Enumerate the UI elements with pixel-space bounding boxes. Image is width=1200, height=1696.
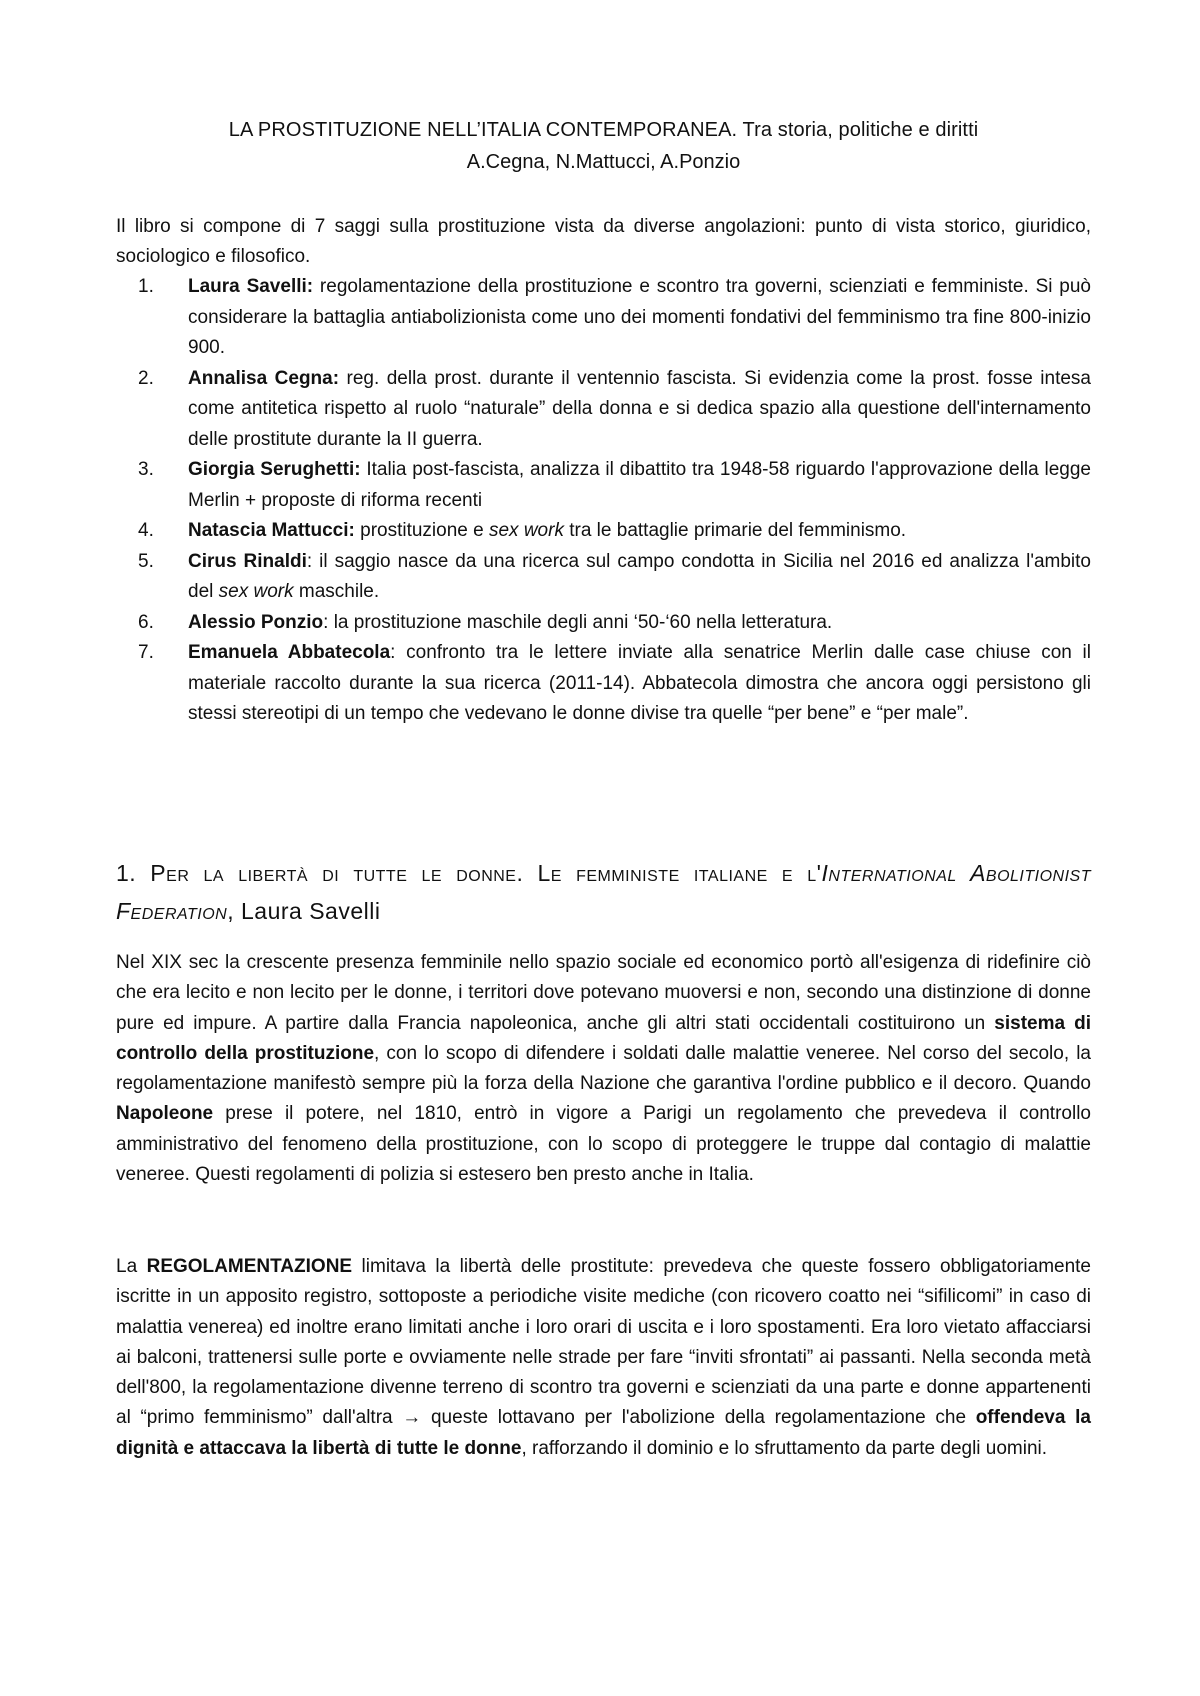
essay-author: Emanuela Abbatecola [188,642,391,663]
essay-description: : il saggio nasce da una ricerca sul campo condotta in Sicilia nel 2016 ed analizza l'ambito del [188,550,1091,602]
essay-description: Italia post-fascista, analizza il dibattito tra 1948-58 riguardo l'approvazione della legge Merlin + proposte di riforma recenti [188,459,1091,511]
list-number: 5. [138,550,154,572]
list-number: 6. [138,611,154,633]
intro-paragraph: Il libro si compone di 7 saggi sulla prostituzione vista da diverse angolazioni: punto di vista storico, giuridico, sociologico e filosofico. [116,216,1091,267]
paragraph-text: queste lottavano per l'abolizione della regolamentazione che [421,1407,976,1429]
list-item [116,638,1091,730]
paragraph-text: Nel XIX sec la crescente presenza femminile nello spazio sociale ed economico portò all'esigenza di ridefinire ciò che era lecito e non lecito per le donne, i territori dove potevano muoversi e non, secondo una distinzione di donne pure ed impure. A partire dalla Francia napoleonica, anche gli altri stati occidentali costituirono un [116,952,1091,1034]
paragraph-text: La [116,1256,147,1277]
list-item [116,272,1091,364]
document-title [116,114,1091,178]
paragraph-bold-text: sistema di controllo della prostituzione [116,1012,1091,1064]
paragraph-bold-text: offendeva la dignità e attaccava la libertà di tutte le donne [116,1407,1091,1459]
essay-description: reg. della prost. durante il ventennio fascista. Si evidenzia come la prost. fosse intesa come antitetica rispetto al ruolo “naturale” della donna e si dedica spazio alla questione dell'internamento delle prostitute durante la II guerra. [188,367,1091,450]
essay-author: Annalisa Cegna: [188,367,340,389]
body-paragraph-1 [116,948,1091,1190]
essay-italic-term: sex work [218,581,294,602]
body-paragraph-2 [116,1252,1091,1464]
essay-description: regolamentazione della prostituzione e scontro tra governi, scienziati e femministe. Si può considerare la battaglia antiabolizionista come uno dei momenti fondativi del femminismo tra fine 800-inizio 900. [188,276,1091,358]
section-heading [116,854,1091,930]
essay-author: Cirus Rinaldi [188,550,307,572]
title-line-1: LA PROSTITUZIONE NELL’ITALIA CONTEMPORANEA. Tra storia, politiche e diritti [228,119,979,141]
section-heading-author: , Laura Savelli [227,898,381,924]
essay-list [116,272,1091,730]
essay-description-end: tra le battaglie primarie del femminismo. [563,520,907,541]
essay-author: Laura Savelli: [188,276,314,297]
list-number: 3. [138,459,154,480]
list-item [116,608,1091,639]
list-number: 4. [138,520,154,541]
section-heading-caps: 1. Per la libertà di tutte le donne. Le femministe italiane e l' [116,860,822,886]
list-number: 1. [138,276,154,297]
essay-author: Alessio Ponzio [188,611,324,633]
essay-description: prostituzione e [354,520,489,541]
essay-italic-term: sex work [488,520,564,541]
list-number: 2. [138,367,154,389]
essay-author: Natascia Mattucci: [188,520,355,541]
paragraph-text: limitava la libertà delle prostitute: prevedeva che queste fossero obbligatoriamente iscritte in un apposito registro, sottoposte a periodiche visite mediche (con ricovero coatto nei “sifilicomi” in caso di malattia venerea) ed inoltre erano limitati anche i loro orari di uscita e i loro spostamenti. Era loro vietato affacciarsi ai balconi, trattenersi sulle porte e ovviamente nelle strade per fare “inviti sfrontati” ai passanti. Nella seconda metà dell'800, la regolamentazione divenne terreno di scontro tra governi e scienziati da una parte e donne appartenenti al “primo femminismo” dall'altra [116,1256,1092,1429]
title-authors: A.Cegna, N.Mattucci, A.Ponzio [466,151,741,173]
list-number: 7. [138,642,154,663]
essay-description: : la prostituzione maschile degli anni ‘50-‘60 nella letteratura. [323,611,833,633]
essay-author: Giorgia Serughetti: [188,459,361,480]
list-item [116,364,1091,456]
arrow-icon: → [402,1407,422,1429]
paragraph-bold-text: Napoleone [116,1103,214,1125]
paragraph-bold-text: REGOLAMENTAZIONE [146,1256,353,1277]
list-item [116,547,1091,608]
list-item [116,455,1091,516]
section-heading-italic: International Abolitionist Federation [116,860,1091,924]
list-item [116,516,1091,547]
paragraph-text: , rafforzando il dominio e lo sfruttamento da parte degli uomini. [521,1437,1048,1459]
essay-description-end: maschile. [293,581,380,602]
paragraph-text: , con lo scopo di difendere i soldati dalle malattie veneree. Nel corso del secolo, la regolamentazione manifestò sempre più la forza della Nazione che garantiva l'ordine pubblico e il decoro. Quando [116,1042,1091,1095]
essay-description: : confronto tra le lettere inviate alla senatrice Merlin dalle case chiuse con il materiale raccolto durante la sua ricerca (2011-14). Abbatecola dimostra che ancora oggi persistono gli stessi stereotipi di un tempo che vedevano le donne divise tra quelle “per bene” e “per male”. [188,642,1091,724]
paragraph-text: prese il potere, nel 1810, entrò in vigore a Parigi un regolamento che prevedeva il controllo amministrativo del fenomeno della prostituzione, con lo scopo di proteggere le truppe dal contagio di malattie veneree. Questi regolamenti di polizia si estesero ben presto anche in Italia. [116,1103,1091,1186]
